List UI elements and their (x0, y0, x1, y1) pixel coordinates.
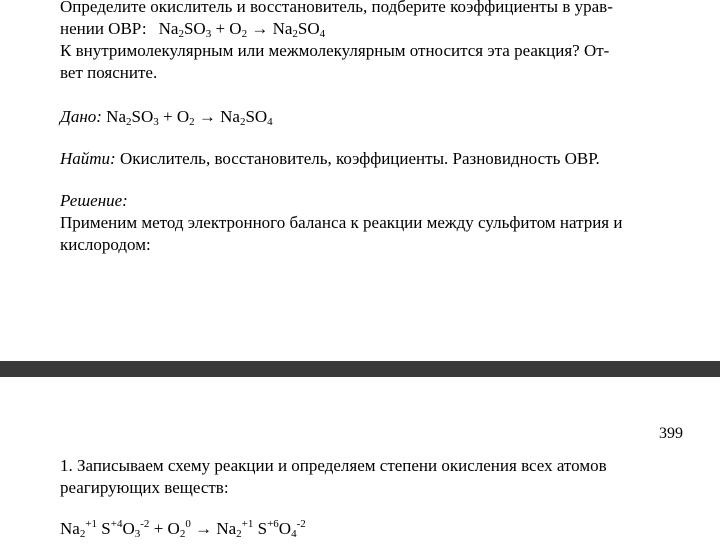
given-eq-so: SO (131, 107, 154, 126)
solution-line-1: Применим метод электронного баланса к реакции между сульфитом натрия и (60, 213, 623, 232)
eq-product-so-sub: 4 (319, 28, 326, 40)
ox-o2-sup: 0 (185, 518, 191, 530)
given-eq-arrow: → (198, 107, 216, 126)
eq-product-so: SO (297, 19, 320, 38)
step1-line-1: 1. Записываем схему реакции и определяем степени окисления всех атомов (60, 456, 607, 475)
find-line (60, 148, 600, 170)
solution-label: Решение: (60, 191, 128, 210)
given-eq-plus: + (162, 107, 173, 126)
eq-arrow: → (251, 19, 269, 38)
ox-s-sup: +4 (110, 518, 123, 530)
task-line-4: вет поясните. (60, 63, 158, 82)
ox-o2: O (167, 519, 180, 538)
ox-o-sup: -2 (140, 518, 150, 530)
given-eq-product-so: SO (245, 107, 268, 126)
given-eq-o: O (176, 107, 190, 126)
oxidation-equation (60, 518, 306, 540)
ox-s: S (101, 519, 111, 538)
ox-product-na-sub: 2 (236, 528, 242, 540)
find-label: Найти: (60, 149, 116, 168)
eq-so-sub: 3 (205, 28, 212, 40)
ox-product-na: Na (216, 519, 237, 538)
given-label: Дано: (60, 107, 102, 126)
given-eq-o-sub: 2 (189, 116, 195, 128)
ox-product-o-sup: -2 (296, 518, 306, 530)
given-eq-na: Na (106, 107, 126, 126)
find-text: Окислитель, восстановитель, коэффициенты. Разновидность ОВР. (119, 149, 600, 168)
ox-na-sup: +1 (85, 518, 98, 530)
task-line-1: Определите окислитель и восстановитель, подберите коэффициенты в урав- (60, 0, 613, 16)
ox-product-o-sub: 4 (291, 528, 297, 540)
task-line-2 (60, 18, 325, 40)
eq-so: SO (183, 19, 206, 38)
page-number: 399 (659, 425, 683, 442)
task-equation (159, 19, 326, 38)
given-eq-so-sub: 3 (153, 116, 159, 128)
task-line-2-text: нении ОВР: (60, 19, 147, 38)
ox-na: Na (60, 519, 80, 538)
ox-o2-sub: 2 (179, 528, 186, 540)
ox-product-s: S (257, 519, 268, 538)
given-eq-product-na: Na (220, 107, 240, 126)
eq-product-na-sub: 2 (292, 28, 298, 40)
ox-product-o: O (278, 519, 292, 538)
ox-o: O (122, 519, 135, 538)
ox-product-s-sup: +6 (267, 518, 279, 530)
given-line (60, 106, 273, 128)
ox-plus: + (153, 519, 164, 538)
eq-o: O (229, 19, 242, 38)
eq-product-na: Na (272, 19, 293, 38)
given-eq-product-so-sub: 4 (267, 116, 273, 128)
solution-line-2: кислородом: (60, 235, 151, 254)
eq-plus: + (215, 19, 226, 38)
given-equation (106, 107, 273, 126)
eq-na: Na (158, 19, 179, 38)
given-eq-na-sub: 2 (126, 116, 132, 128)
task-line-3: К внутримолекулярным или межмолекулярным относится эта реакция? От- (60, 41, 610, 60)
page-divider (0, 361, 720, 377)
ox-o-sub: 3 (134, 528, 141, 540)
ox-arrow: → (195, 519, 213, 538)
eq-o-sub: 2 (241, 28, 248, 40)
ox-na-sub: 2 (79, 528, 86, 540)
step1-line-2: реагирующих веществ: (60, 478, 229, 497)
given-eq-product-na-sub: 2 (239, 116, 246, 128)
eq-na-sub: 2 (178, 28, 184, 40)
ox-product-na-sup: +1 (241, 518, 254, 530)
